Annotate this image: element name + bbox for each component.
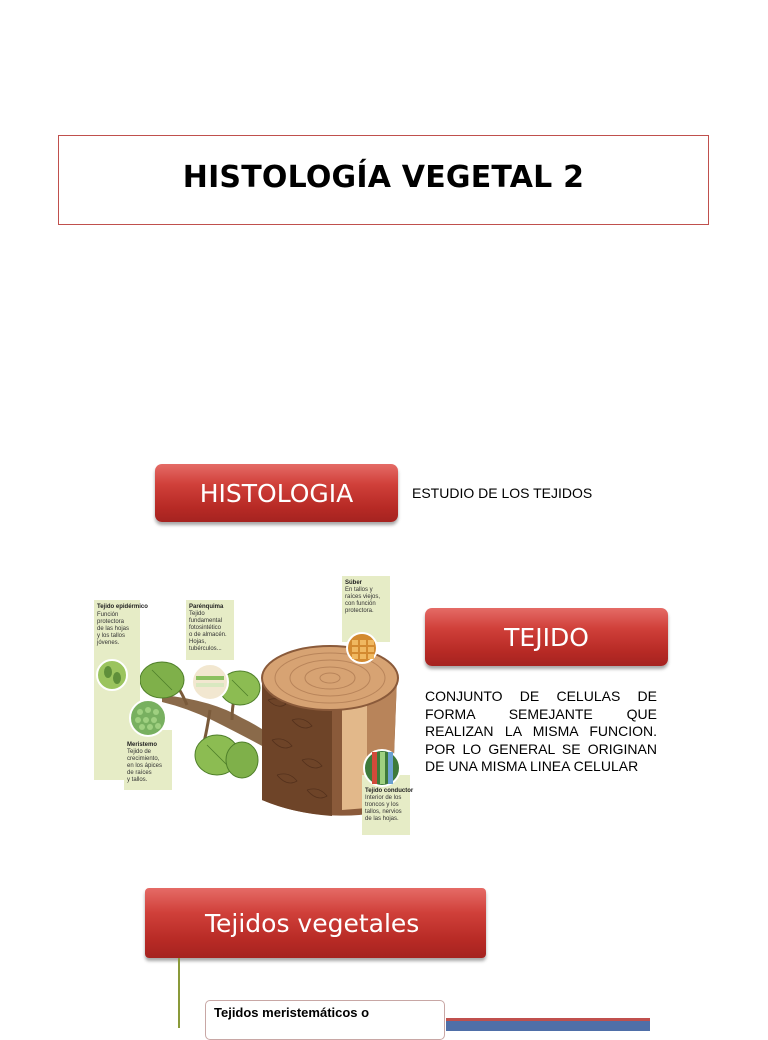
label-suber-l4: protectora.	[345, 608, 374, 614]
tejido-button[interactable]	[425, 608, 668, 666]
label-conductor-l2: troncos y los	[365, 802, 399, 808]
label-parenquima-l2: fundamental	[189, 618, 223, 624]
label-parenquima-l4: o de almacén.	[189, 632, 227, 638]
label-conductor-l4: de las hojas.	[365, 816, 399, 822]
tejido-label: TEJIDO	[504, 622, 589, 652]
meristematicos-label: Tejidos meristemáticos o	[214, 1005, 370, 1020]
label-parenquima-title: Parénquima	[189, 604, 224, 610]
label-epidermico-l1: Función	[97, 612, 119, 618]
label-parenquima-l6: tubérculos...	[189, 646, 222, 652]
label-epidermico-l4: y los tallos	[97, 633, 126, 639]
label-suber-l1: En tallos y	[345, 587, 373, 593]
label-parenquima-l1: Tejido	[189, 611, 205, 617]
label-conductor-title: Tejido conductor	[365, 788, 414, 794]
page-title: HISTOLOGÍA VEGETAL 2	[182, 159, 585, 195]
histologia-label: HISTOLOGIA	[199, 478, 354, 508]
label-parenquima-l5: Hojas,	[189, 639, 207, 645]
label-meristemo-l1: Tejido de	[127, 749, 152, 755]
label-meristemo-l2: crecimiento,	[127, 756, 160, 762]
tejido-definition: CONJUNTO DE CELULAS DE FORMA SEMEJANTE QUE REALIZAN LA MISMA FUNCION. POR LO GENERAL SE ORIGINAN DE UNA MISMA LINEA CELULAR	[425, 688, 657, 774]
histologia-button[interactable]	[155, 464, 398, 522]
tejidos-vegetales-label: Tejidos vegetales	[205, 908, 420, 938]
label-meristemo-l5: y tallos.	[127, 777, 148, 783]
label-suber-title: Súber	[345, 580, 363, 586]
label-conductor-l3: tallos, nervios	[365, 809, 402, 815]
label-epidermico-l5: jóvenes.	[97, 640, 120, 646]
label-meristemo-l4: de raíces	[127, 770, 152, 776]
plant-tissues-illustration	[92, 570, 432, 850]
meristematicos-node[interactable]	[205, 1000, 445, 1040]
label-meristemo-title: Meristemo	[127, 742, 158, 748]
label-suber-l2: raíces viejos,	[345, 594, 381, 600]
label-epidermico-l2: protectora	[97, 619, 125, 625]
tejidos-vegetales-button[interactable]	[145, 888, 486, 958]
tree-connector-line	[178, 958, 180, 1028]
label-epidermico-l3: de las hojas	[97, 626, 130, 632]
label-meristemo-l3: en los ápices	[127, 763, 163, 769]
label-epidermico-title: Tejido epidérmico	[97, 604, 148, 610]
histologia-definition: ESTUDIO DE LOS TEJIDOS	[412, 485, 593, 501]
label-parenquima-l3: fotosintético	[189, 625, 222, 631]
label-suber-l3: con función	[345, 601, 376, 607]
label-conductor-l1: Interior de los	[365, 795, 402, 801]
title-box	[58, 135, 709, 225]
blue-node-bar	[446, 1018, 650, 1031]
